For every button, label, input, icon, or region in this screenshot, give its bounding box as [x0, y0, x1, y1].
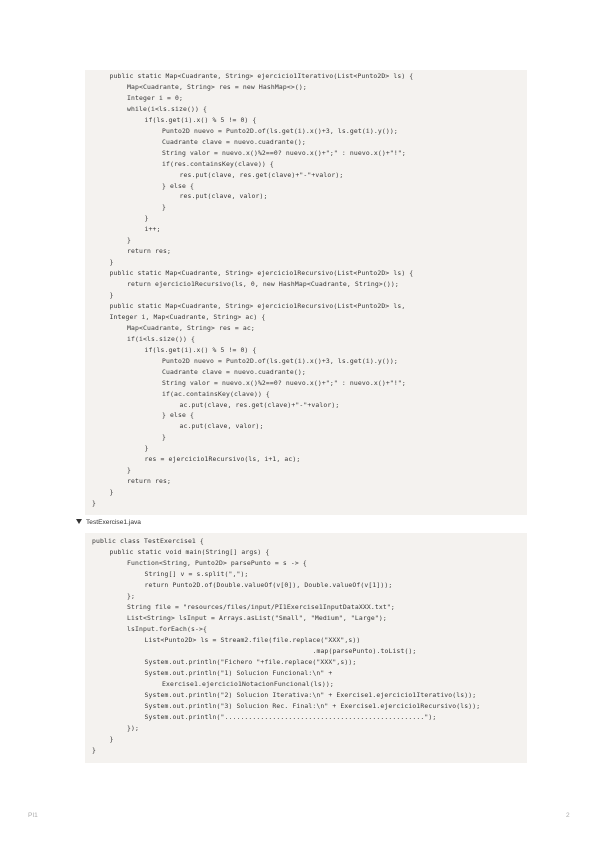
code-line: Integer i = 0; — [127, 93, 183, 102]
code-line: String[] v = s.split(","); — [144, 570, 249, 578]
code-line: List<String> lsInput = Arrays.asList("Small", "Medium", "Large"); — [127, 614, 387, 622]
code-line: Exercise1.ejercicio1NotacionFuncional(ls)); — [162, 680, 334, 688]
code-line: } — [127, 466, 131, 475]
code-line: Cuadrante clave = nuevo.cuadrante(); — [162, 137, 306, 146]
code-line: i++; — [144, 225, 161, 234]
code-line: }); — [127, 724, 139, 732]
code-line: public class TestExercise1 { — [92, 537, 204, 545]
code-line: String valor = nuevo.x()%2==0? nuevo.x()+";" : nuevo.x()+"!"; — [162, 148, 406, 157]
code-line: String valor = nuevo.x()%2==0? nuevo.x()+";" : nuevo.x()+"!"; — [162, 378, 406, 387]
code-line: public static Map<Cuadrante, String> ejercicio1Recursivo(List<Punto2D> ls, — [109, 301, 406, 310]
code-line: String file = "resources/files/input/PI1Exercise1InputDataXXX.txt"; — [127, 603, 395, 611]
code-line: Punto2D nuevo = Punto2D.of(ls.get(i).x()+3, ls.get(i).y()); — [162, 356, 398, 365]
code-line: res.put(clave, res.get(clave)+"-"+valor); — [179, 170, 344, 179]
page-number: 2 — [566, 812, 570, 819]
code-line: Cuadrante clave = nuevo.cuadrante(); — [162, 367, 306, 376]
code-line: List<Punto2D> ls = Stream2.file(file.replace("XXX",s)) — [144, 636, 361, 644]
code-line: if(ls.get(i).x() % 5 != 0) { — [144, 345, 257, 354]
code-line: return res; — [127, 477, 171, 486]
caret-down-icon — [76, 519, 82, 524]
code-line: System.out.println("2) Solucion Iterativa:\n" + Exercise1.ejercicio1Iterativo(ls)); — [144, 691, 477, 699]
code-line: return ejercicio1Recursivo(ls, 0, new HashMap<Cuadrante, String>()); — [127, 280, 399, 289]
code-line: } — [92, 746, 96, 754]
code-line: res = ejercicio1Recursivo(ls, i+1, ac); — [144, 455, 301, 464]
code-line: Integer i, Map<Cuadrante, String> ac) { — [109, 312, 266, 321]
code-line: Function<String, Punto2D> parsePunto = s -> { — [127, 559, 307, 567]
code-line: if(ac.containsKey(clave)) { — [162, 389, 270, 398]
code-line: } — [109, 735, 114, 743]
code-line: res.put(clave, valor); — [179, 192, 268, 201]
code-line: public static Map<Cuadrante, String> ejercicio1Iterativo(List<Punto2D> ls) { — [109, 72, 414, 80]
code-line: } — [162, 203, 166, 212]
code-block-exercise1 — [85, 70, 527, 515]
code-line: Map<Cuadrante, String> res = new HashMap<>(); — [127, 82, 307, 91]
code-line: } — [144, 214, 149, 223]
code-line: } else { — [162, 181, 194, 190]
code-line: if(ls.get(i).x() % 5 != 0) { — [144, 115, 257, 124]
code-line: } — [109, 291, 114, 299]
file-toggle-testexercise1[interactable] — [76, 518, 141, 528]
footer-left-text: PI1 — [28, 812, 38, 819]
code-line: } — [92, 499, 96, 508]
code-line: return Punto2D.of(Double.valueOf(v[0]), Double.valueOf(v[1])); — [144, 581, 393, 589]
code-line: ac.put(clave, valor); — [179, 422, 264, 431]
file-name-label: TestExercise1.java — [86, 519, 141, 526]
code-line: } — [162, 433, 166, 442]
code-line: }; — [127, 592, 135, 600]
code-line: if(res.containsKey(clave)) { — [162, 159, 274, 168]
code-line: System.out.println("3) Solucion Rec. Final:\n" + Exercise1.ejercicio1Recursivo(ls)); — [144, 702, 481, 710]
code-line: } — [127, 236, 131, 245]
code-line: System.out.println("Fichero "+file.replace("XXX",s)); — [144, 658, 357, 666]
code-line: while(i<ls.size()) { — [127, 104, 207, 113]
code-line: } else { — [162, 411, 194, 420]
code-line: System.out.println("1) Solucion Funcional:\n" + — [144, 669, 333, 677]
code-line: lsInput.forEach(s->{ — [127, 625, 207, 633]
code-line: System.out.println(".................................................."); — [144, 713, 437, 721]
code-line: if(i<ls.size()) { — [127, 334, 195, 343]
code-line: .map(parsePunto).toList(); — [312, 647, 417, 655]
code-line: } — [109, 488, 114, 497]
code-line: } — [144, 444, 149, 453]
code-block-testexercise1 — [85, 533, 527, 763]
code-line: Map<Cuadrante, String> res = ac; — [127, 323, 255, 332]
code-line: return res; — [127, 247, 171, 256]
code-line: } — [109, 258, 114, 267]
code-line: public static void main(String[] args) { — [109, 548, 270, 556]
code-line: public static Map<Cuadrante, String> ejercicio1Recursivo(List<Punto2D> ls) { — [109, 269, 414, 278]
code-line: Punto2D nuevo = Punto2D.of(ls.get(i).x()+3, ls.get(i).y()); — [162, 126, 398, 135]
code-line: ac.put(clave, res.get(clave)+"-"+valor); — [179, 400, 340, 409]
